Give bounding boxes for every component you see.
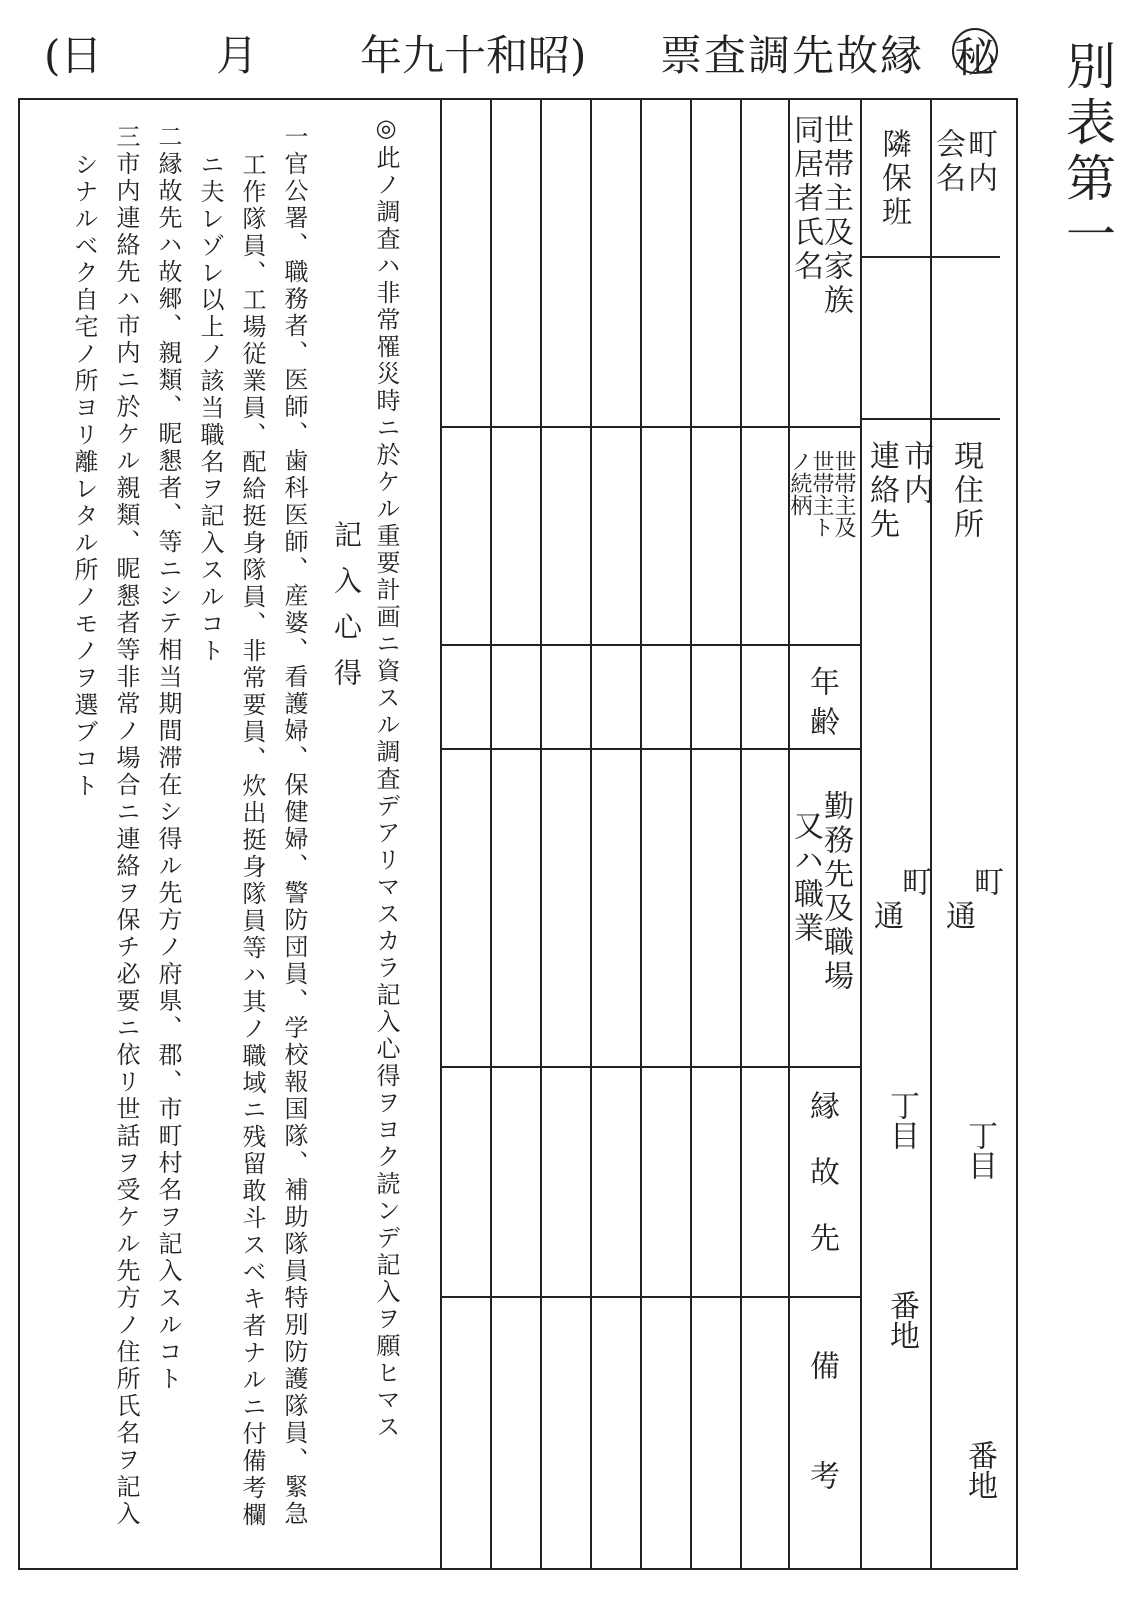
header-contact-b: 連絡先 (864, 440, 899, 542)
header-work-a: 勤務先及職場 (818, 790, 853, 994)
header-work-b: 又ハ職業 (788, 810, 823, 946)
contact-town-label: 町 (896, 866, 931, 896)
side-label: 別表第一 (1058, 40, 1116, 264)
address-town-label: 町 (968, 866, 1003, 896)
form-title-row (30, 28, 1030, 88)
entry-column-line (590, 100, 592, 1568)
form-frame (18, 98, 1018, 1570)
header-row-divider (860, 256, 1000, 258)
notes-heading: 記入心得 (330, 520, 363, 704)
title-date-open: (日 (44, 31, 103, 80)
header-household-b: 同居者氏名 (788, 114, 823, 284)
header-row-divider (788, 748, 860, 750)
entry-column-line (490, 100, 492, 1568)
notes-item-3-line-2: シナルベク自宅ノ所ヨリ離レタル所ノモノヲ選ブコト (70, 152, 98, 800)
header-row-divider (788, 426, 860, 428)
address-chome-label: 丁目 (962, 1120, 997, 1180)
header-relation-c: ノ続柄 (787, 450, 812, 516)
notes-item-1-line-1: 一官公署、職務者、医師、歯科医師、産婆、看護婦、保健婦、警防団員、学校報国隊、補助隊員特別防護隊員、緊急 (280, 124, 308, 1528)
header-contact-a: 市内 (898, 440, 933, 508)
entry-column-line (740, 100, 742, 1568)
notes-intro: ◎此ノ調査ハ非常罹災時ニ於ケル重要計画ニ資スル調査デアリマスカラ記入心得ヲヨク読ンデ記入ヲ願ヒマス (372, 114, 400, 1441)
header-relative-place: 縁故先 (804, 1090, 839, 1288)
contact-banchi-label: 番地 (884, 1290, 919, 1350)
row-divider (440, 1066, 790, 1068)
row-divider (440, 748, 790, 750)
header-column-line (860, 100, 862, 1568)
notes-item-1-line-2: 工作隊員、工場従業員、配給挺身隊員、非常要員、炊出挺身隊員等ハ其ノ職域ニ残留敢斗スベキ者ナルニ付備考欄 (238, 152, 266, 1529)
secret-stamp-icon: 秘 (952, 28, 998, 74)
header-household-a: 世帯主及家族 (818, 114, 853, 318)
header-relation-b: 世帯主ト (809, 450, 834, 538)
header-remarks: 備考 (804, 1350, 839, 1570)
contact-chome-label: 丁目 (884, 1090, 919, 1150)
header-neighbor-group: 隣保班 (876, 128, 911, 230)
header-current-address: 現住所 (948, 440, 983, 542)
header-age: 年齢 (804, 666, 839, 746)
notes-divider (440, 100, 442, 1568)
notes-item-1-line-3: ニ夫レゾレ以上ノ該当職名ヲ記入スルコト (196, 152, 224, 665)
row-divider (440, 1296, 790, 1298)
title-form-name: 票査調先故縁 (660, 31, 925, 80)
row-divider (440, 426, 790, 428)
row-divider (440, 644, 790, 646)
notes-item-2: 二縁故先ハ故郷、親類、昵懇者、等ニシテ相当期間滞在シ得ル先方ノ府県、郡、市町村名ヲ記入スルコト (154, 124, 182, 1393)
entry-column-line (640, 100, 642, 1568)
header-column-line (930, 100, 932, 1568)
address-banchi-label: 番地 (962, 1440, 997, 1500)
header-row-divider (788, 1066, 860, 1068)
title-date-year: 年九十和昭) (360, 31, 587, 80)
address-street-label: 通 (940, 900, 975, 930)
title-date-month: 月 (216, 31, 259, 80)
entry-column-line (540, 100, 542, 1568)
contact-street-label: 通 (868, 900, 903, 930)
entry-column-line (690, 100, 692, 1568)
header-row-divider (788, 644, 860, 646)
header-relation-a: 世帯主及 (831, 450, 856, 538)
header-town-assoc-b: 会名 (930, 128, 965, 196)
header-town-assoc-a: 町内 (962, 128, 997, 196)
header-row-divider (788, 1296, 860, 1298)
notes-item-3-line-1: 三市内連絡先ハ市内ニ於ケル親類、昵懇者等非常ノ場合ニ連絡ヲ保チ必要ニ依リ世話ヲ受ケル先方ノ住所氏名ヲ記入 (112, 124, 140, 1528)
header-row-divider (860, 418, 1000, 420)
